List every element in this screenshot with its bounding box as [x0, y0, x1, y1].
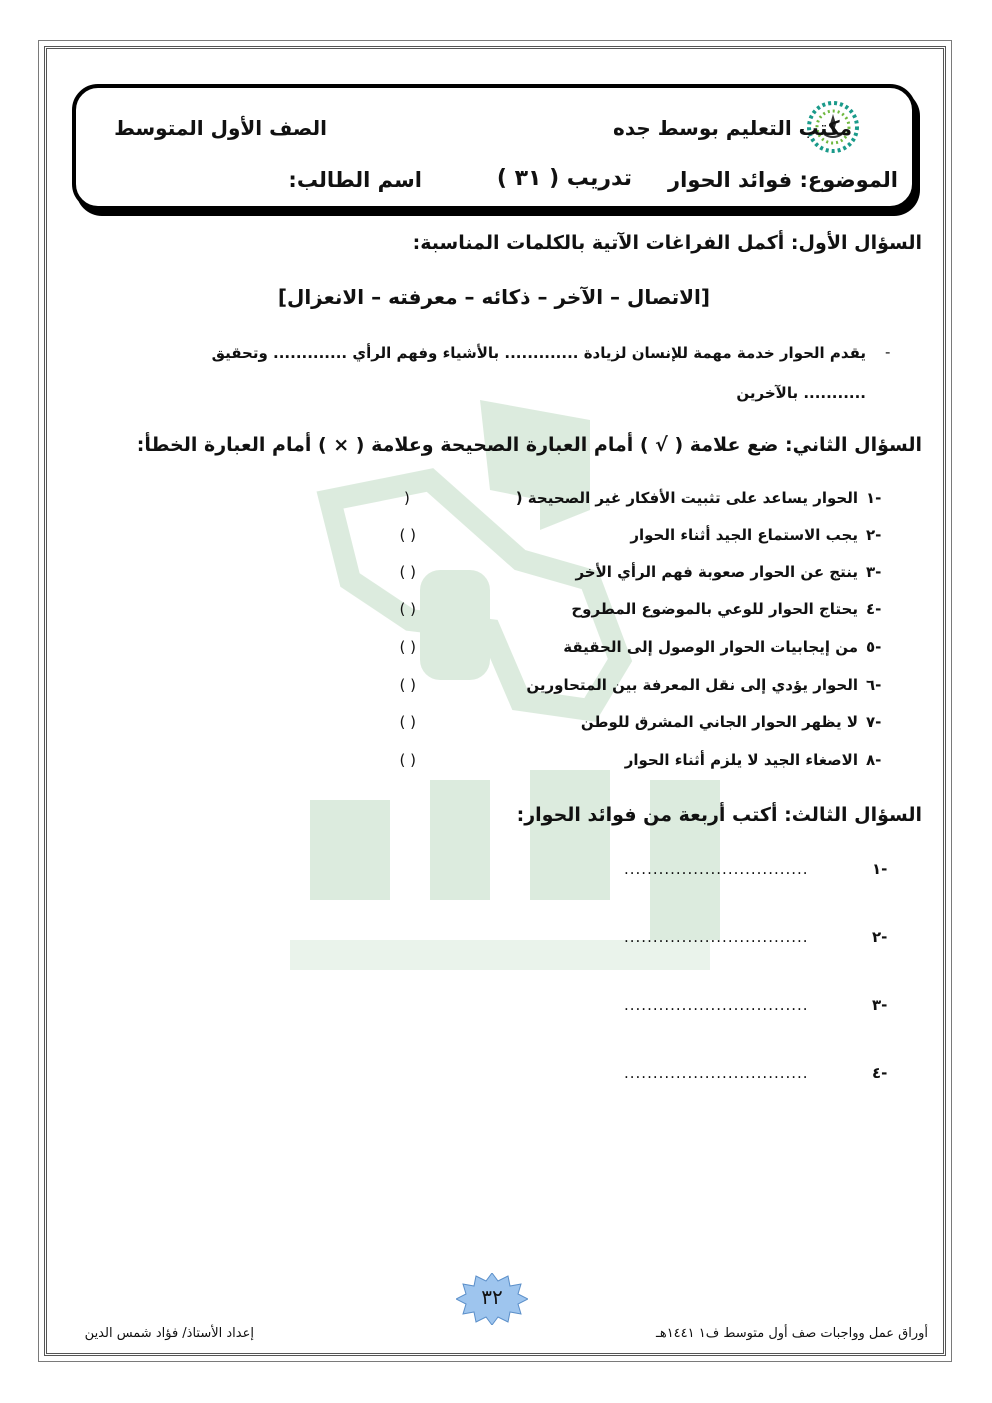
- q2-item-text: لا يظهر الحوار الجاني المشرق للوطن: [580, 713, 858, 731]
- q2-answer-box[interactable]: ( ): [399, 676, 416, 694]
- page-number: ٣٢: [481, 1285, 503, 1309]
- q1-sentence-line2: ........... بالآخرين: [736, 384, 866, 402]
- training-label: تدريب ( ٣١ ): [496, 166, 632, 191]
- q3-line-num: ٢-: [872, 928, 888, 946]
- q2-item-num: ٢-: [866, 526, 882, 544]
- q2-item-num: ٤-: [866, 600, 882, 618]
- q1-bullet: -: [885, 343, 891, 361]
- word-bank: [الاتصال – الآخر – ذكائه – معرفته – الانعزال]: [277, 285, 710, 309]
- subject-label: الموضوع: فوائد الحوار: [668, 168, 898, 192]
- q2-answer-box[interactable]: ( ): [399, 751, 416, 769]
- q2-item-num: ١-: [866, 489, 882, 507]
- q2-answer-box[interactable]: ( ): [399, 563, 416, 581]
- q2-item-num: ٧-: [866, 713, 882, 731]
- grade-label: الصف الأول المتوسط: [114, 116, 327, 140]
- q2-item-text: ينتج عن الحوار صعوبة فهم الرأي الأخر: [575, 563, 858, 581]
- q2-answer-box[interactable]: ( ): [399, 526, 416, 544]
- q3-answer-line[interactable]: ................................: [624, 928, 809, 946]
- q2-item-text: يحتاج الحوار للوعي بالموضوع المطروح: [571, 600, 858, 618]
- office-name: مكتب التعليم بوسط جده: [613, 116, 852, 140]
- q3-line-num: ٣-: [872, 996, 888, 1014]
- q2-item-num: ٥-: [866, 638, 882, 656]
- q2-title: السؤال الثاني: ضع علامة ( √ ) أمام العبارة الصحيحة وعلامة ( × ) أمام العبارة الخطأ:: [136, 434, 922, 456]
- q3-answer-line[interactable]: ................................: [624, 996, 809, 1014]
- q3-answer-line[interactable]: ................................: [624, 860, 809, 878]
- student-name-label: اسم الطالب:: [288, 168, 422, 192]
- q2-item-num: ٣-: [866, 563, 882, 581]
- q2-answer-box[interactable]: ( ): [399, 600, 416, 618]
- footer-title: أوراق عمل وواجبات صف أول متوسط ف١ ١٤٤١هـ: [656, 1326, 928, 1341]
- q3-line-num: ١-: [872, 860, 888, 878]
- q2-answer-box[interactable]: ): [404, 489, 410, 507]
- q2-item-text: الحوار يؤدي إلى نقل المعرفة بين المتحاورين: [526, 676, 858, 694]
- q3-title: السؤال الثالث: أكتب أربعة من فوائد الحوار:: [516, 804, 922, 826]
- q2-item-text: الاصغاء الجيد لا يلزم أثناء الحوار: [624, 751, 858, 769]
- footer-author: إعداد الأستاذ/ فؤاد شمس الدين: [84, 1326, 254, 1341]
- q3-line-num: ٤-: [872, 1064, 888, 1082]
- q2-item-text: يجب الاستماع الجيد أثناء الحوار: [630, 526, 858, 544]
- q1-title: السؤال الأول: أكمل الفراغات الآتية بالكلمات المناسبة:: [412, 232, 922, 254]
- q3-answer-line[interactable]: ................................: [624, 1064, 809, 1082]
- q2-item-text: من إيجابيات الحوار الوصول إلى الحقيقة: [563, 638, 858, 656]
- q2-answer-box[interactable]: ( ): [399, 713, 416, 731]
- q2-answer-box[interactable]: ( ): [399, 638, 416, 656]
- q1-sentence-line1: يقدم الحوار خدمة مهمة للإنسان لزيادة ............. بالأشياء وفهم الرأي ............. وتحقيق: [211, 344, 866, 362]
- q2-item-num: ٨-: [866, 751, 882, 769]
- q2-item-num: ٦-: [866, 676, 882, 694]
- q2-item-text: الحوار يساعد على تثبيت الأفكار غير الصحيحة (: [515, 489, 858, 507]
